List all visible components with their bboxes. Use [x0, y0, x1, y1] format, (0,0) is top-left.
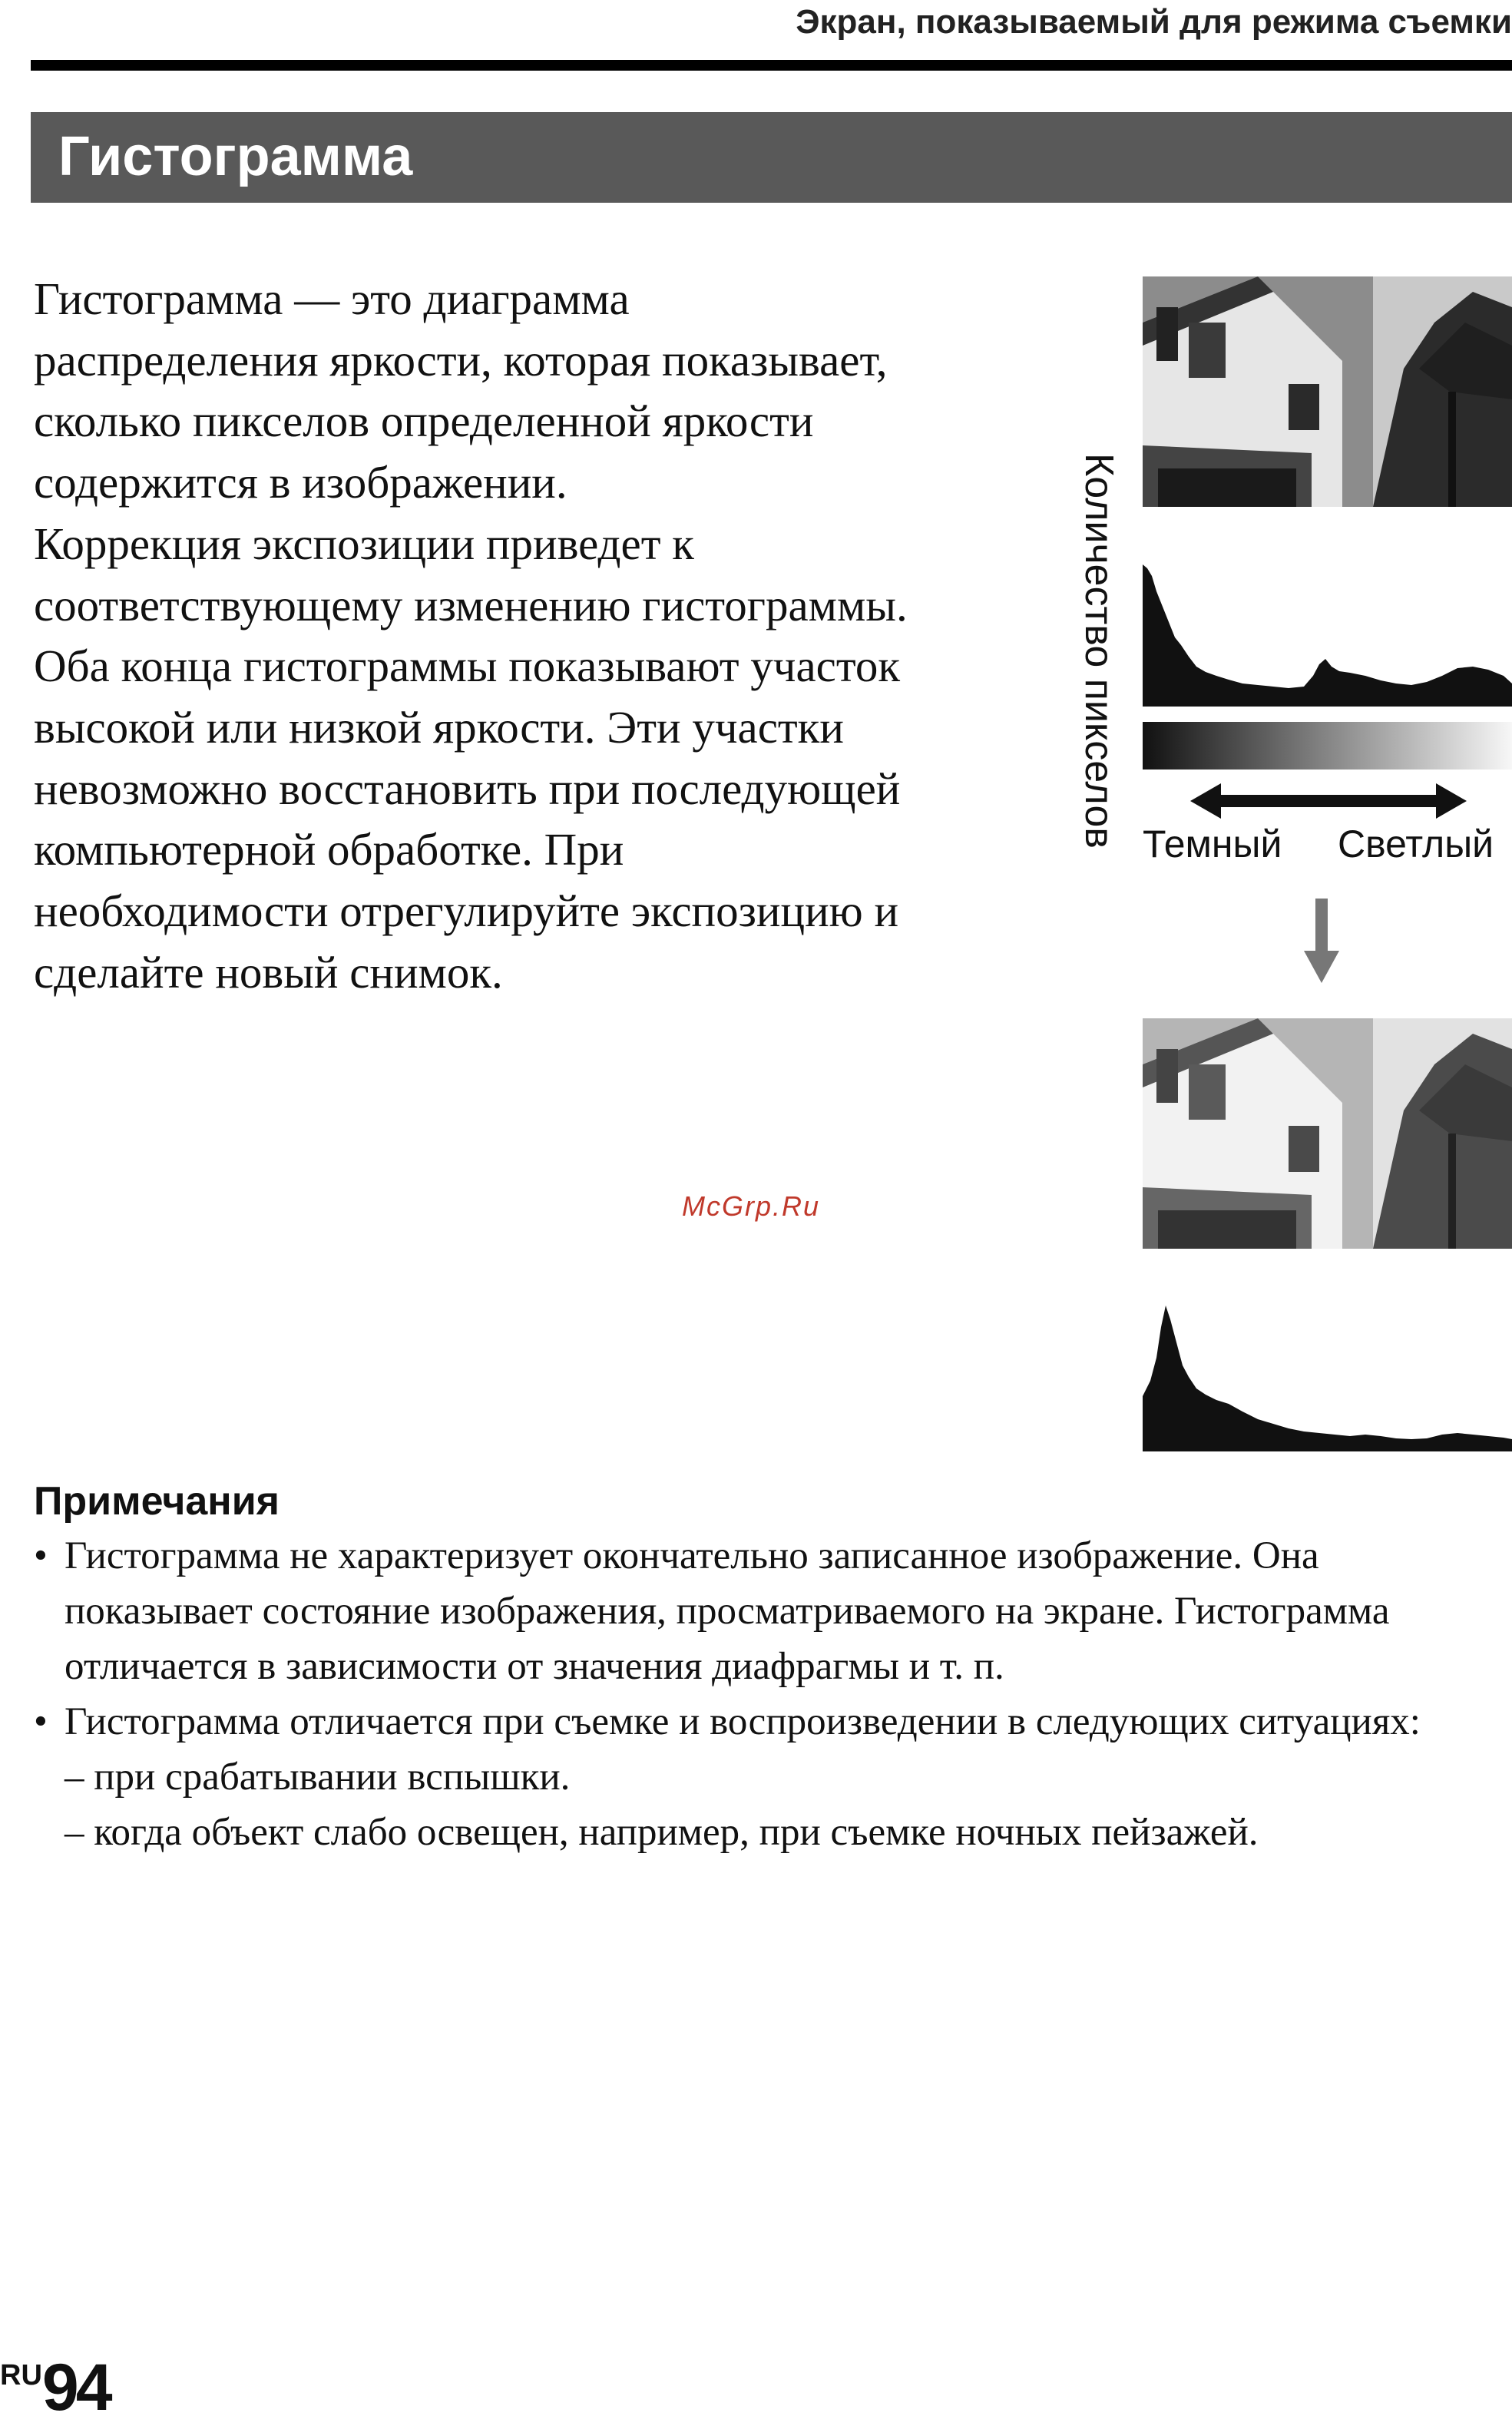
- note-text: Гистограмма отличается при съемке и воспроизведении в следующих ситуациях:: [65, 1700, 1421, 1743]
- bullet-icon: •: [34, 1700, 48, 1743]
- histogram-diagram: [1060, 261, 1512, 1459]
- label-dark: Темный: [1143, 822, 1282, 865]
- list-item: [34, 1694, 1493, 1749]
- body-text: [34, 269, 925, 1003]
- header-rule: [31, 60, 1512, 71]
- sub-list-item: – когда объект слабо освещен, например, при съемке ночных пейзажей.: [65, 1811, 1259, 1854]
- body-paragraph: Оба конца гистограммы показывают участок высокой или низкой яркости. Эти участки невозможно восстановить при последующей компьютерной обработке. При необходимости отрегулируйте экспозицию и сделайте новый снимок.: [34, 640, 901, 998]
- histogram-before: [1143, 561, 1512, 707]
- brightness-gradient-bar: [1143, 722, 1512, 770]
- list-item: [34, 1528, 1493, 1694]
- section-title: Гистограмма: [58, 126, 413, 187]
- notes-title: Примечания: [34, 1479, 280, 1524]
- y-axis-label: Количество пикселов: [1077, 453, 1121, 849]
- down-arrow-icon: [1304, 899, 1339, 983]
- section-title-bar: [31, 112, 1512, 203]
- notes-list: [34, 1528, 1493, 1860]
- sample-photo-before: [1143, 276, 1512, 507]
- sub-list-item: – при срабатывании вспышки.: [65, 1756, 571, 1799]
- page-lang: RU: [0, 2359, 42, 2391]
- histogram-after: [1143, 1304, 1512, 1451]
- note-text: Гистограмма не характеризует окончательно записанное изображение. Она показывает состояние изображения, просматриваемого на экране. Гистограмма отличается в зависимости от значения диафрагмы и т. п.: [65, 1534, 1390, 1688]
- watermark: McGrp.Ru: [682, 1190, 821, 1222]
- bullet-icon: •: [34, 1534, 48, 1577]
- body-paragraph: Гистограмма — это диаграмма распределения яркости, которая показывает, сколько пикселов определенной яркости содержится в изображении.: [34, 273, 888, 508]
- running-header: Экран, показываемый для режима съемки: [796, 3, 1512, 41]
- double-arrow-icon: [1190, 782, 1467, 820]
- page-number-value: 94: [41, 2351, 110, 2424]
- body-paragraph: Коррекция экспозиции приведет к соответствующему изменению гистограммы.: [34, 518, 908, 630]
- page-number: [0, 2350, 110, 2426]
- sample-photo-after: [1143, 1018, 1512, 1249]
- label-light: Светлый: [1338, 822, 1494, 865]
